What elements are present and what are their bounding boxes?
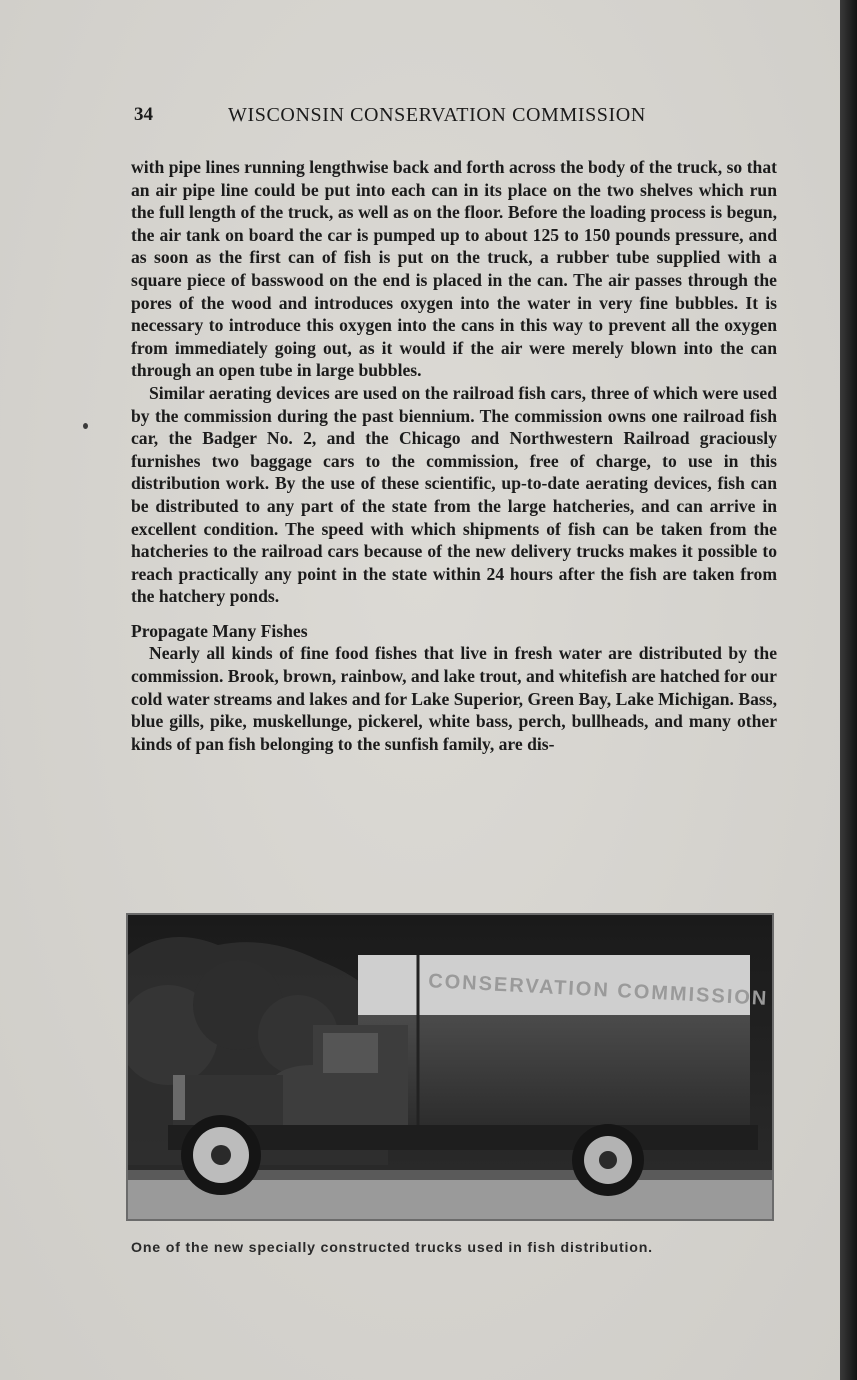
truck-photo-drawing xyxy=(128,915,772,1219)
paragraph-continued: with pipe lines running lengthwise back and forth across the body of the truck, so that an air pipe line could be put into each can in its place on the two shelves which run the full length of the truck, as well as on the floor. Before the loading process is begun, the air tank on board the car is pumped up to about 125 to 150 pounds pressure, and as soon as the first can of fish is put on the truck, a rubber tube supplied with a square piece of basswood on the end is placed in the can. The air passes through the pores of the wood and introduces oxygen into the water in very fine bubbles. It is necessary to introduce this oxygen into the cans in this way to prevent all the oxygen from immediately going out, as it would if the air were merely blown into the can through an open tube in large bubbles. xyxy=(131,157,777,381)
rear-wheel xyxy=(572,1124,644,1196)
body-text xyxy=(131,156,777,755)
page-header xyxy=(134,104,694,134)
truck-photograph xyxy=(126,913,774,1221)
figure-caption: One of the new specially constructed trucks used in fish distribution. xyxy=(131,1240,653,1256)
page-number: 34 xyxy=(134,104,153,125)
front-wheel xyxy=(181,1115,261,1195)
running-head: WISCONSIN CONSERVATION COMMISSION xyxy=(228,104,646,126)
ink-speck xyxy=(83,423,88,429)
page-edge-shadow xyxy=(840,0,857,1380)
truck-lettering: CONSERVATION COMMISSION xyxy=(427,970,769,1010)
paragraph-railroad-cars: Similar aerating devices are used on the railroad fish cars, three of which were used by the commission during the past biennium. The commission owns one railroad fish car, the Badger No. 2, and the Chicago and Northwestern Railroad graciously furnishes two baggage cars to the commission, free of charge, to use in this distribution work. By the use of these scientific, up-to-date aerating devices, fish can be distributed to any part of the state from the large hatcheries, and can arrive in excellent condition. The speed with which shipments of fish can be taken from the hatcheries to the railroad cars because of the new delivery trucks makes it possible to reach practically any point in the state within 24 hours after the fish are taken from the hatchery ponds. xyxy=(131,382,777,607)
paragraph-fishes: Nearly all kinds of fine food fishes that live in fresh water are distributed by the commission. Brook, brown, rainbow, and lake trout, and whitefish are hatched for our cold water streams and lakes and for Lake Superior, Green Bay, Lake Michigan. Bass, blue gills, pike, muskellunge, pickerel, white bass, perch, bullheads, and many other kinds of pan fish belonging to the sunfish family, are dis- xyxy=(131,643,777,754)
section-heading: Propagate Many Fishes xyxy=(131,620,308,641)
